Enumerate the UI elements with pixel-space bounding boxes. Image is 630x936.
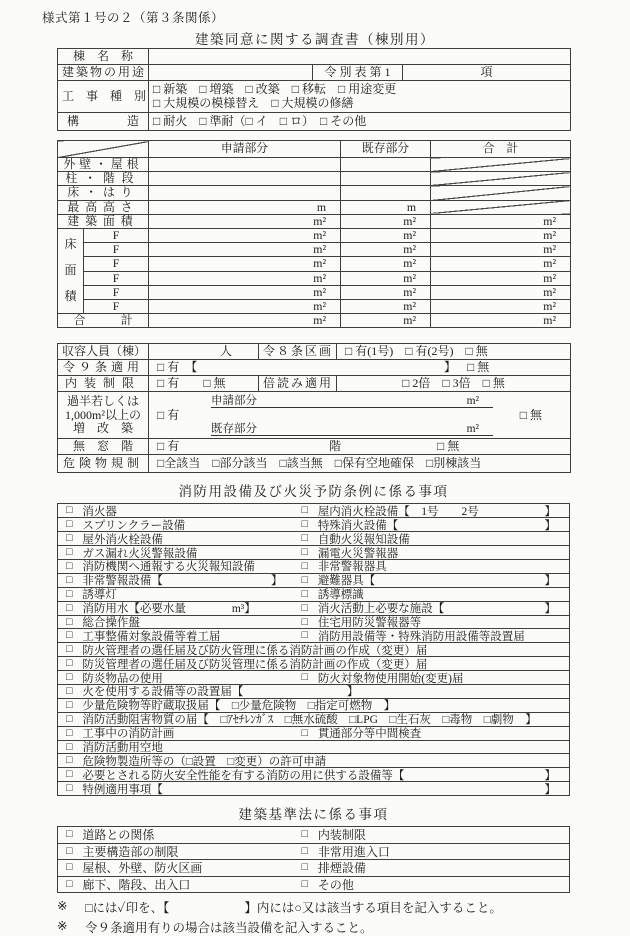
- total-field[interactable]: m²: [431, 243, 571, 257]
- checkbox-icon[interactable]: □: [66, 769, 73, 781]
- existing-total-field[interactable]: m²: [341, 314, 431, 328]
- floor-f-label: F: [84, 257, 149, 271]
- item-label: 防炎物品の使用: [82, 672, 163, 685]
- total-na-cell: [431, 158, 571, 172]
- checkbox-icon[interactable]: □: [66, 755, 73, 767]
- checkbox-icon[interactable]: □: [301, 602, 308, 614]
- total-field[interactable]: m²: [431, 300, 571, 314]
- footnotes: [57, 898, 570, 936]
- checkbox-icon[interactable]: □: [66, 699, 73, 711]
- grand-total-field[interactable]: m²: [431, 314, 571, 328]
- form-content: [57, 48, 570, 936]
- item-label: 道路との関係: [82, 828, 155, 843]
- item-label: その他: [317, 877, 354, 892]
- item-label: 火を使用する設備等の設置届【 】: [82, 686, 359, 699]
- bracket-close: 】: [544, 603, 556, 616]
- checkbox-icon[interactable]: □: [66, 574, 73, 586]
- item-label: 消防活動阻害物質の届【 □ｱｾﾁﾚﾝｶﾞｽ □無水硫酸 □LPG □生石灰 □毒物 □劇物 】: [82, 714, 537, 727]
- law-row: [58, 844, 569, 861]
- item-label: 主要構造部の制限: [82, 844, 179, 859]
- law-item: [63, 826, 298, 843]
- item-label: 防火管理者の選任届及び防火管理に係る消防計画の作成（変更）届: [82, 644, 428, 657]
- item-label: 防火対象物使用開始(変更)届: [317, 672, 464, 685]
- law-checklist: [57, 826, 570, 893]
- checkbox-icon[interactable]: □: [66, 862, 73, 874]
- checkbox-icon[interactable]: □: [66, 713, 73, 725]
- extension-yes[interactable]: □ 有: [157, 407, 180, 422]
- bracket-close: 】: [544, 575, 556, 588]
- law-item: [63, 876, 298, 893]
- bracket-close: 】: [444, 360, 457, 375]
- law-item: [63, 843, 298, 860]
- checkbox-icon[interactable]: □: [66, 685, 73, 697]
- article8-label: 令８条区画: [259, 344, 337, 360]
- windowless-floor-label: 無 窓 階: [58, 439, 149, 455]
- work-type-line1[interactable]: □ 新築 □ 増築 □ 改築 □ 移転 □ 用途変更: [153, 82, 397, 97]
- item-label: 消防用水【必要水量 m³】: [82, 603, 256, 616]
- total-na-cell: [431, 186, 571, 200]
- apply-field[interactable]: m²: [149, 271, 341, 285]
- apply-field[interactable]: m²: [149, 229, 341, 243]
- footnote: [57, 918, 570, 936]
- double-reading-label: 倍読み適用: [259, 376, 337, 392]
- item-label: 避難器具【: [317, 575, 376, 588]
- checkbox-icon[interactable]: □: [66, 547, 73, 559]
- law-section-title: 建築基準法に係る事項: [238, 807, 389, 823]
- item-label: 防災管理者の選任届及び防災管理に係る消防計画の作成（変更）届: [82, 658, 428, 671]
- fire-section-title: 消防用設備及び火災予防条例に係る事項: [178, 484, 449, 500]
- capacity-label: 収容人員（棟）: [58, 344, 149, 360]
- existing-field[interactable]: m: [341, 200, 431, 214]
- apply-part-unit: m²: [466, 394, 479, 407]
- apply-total-field[interactable]: m²: [149, 314, 341, 328]
- checkbox-icon[interactable]: □: [301, 533, 308, 545]
- existing-part-unit: m²: [466, 422, 479, 435]
- checkbox-icon[interactable]: □: [66, 588, 73, 600]
- building-name-label: 棟 名 称: [58, 49, 149, 65]
- bracket-close: 】: [544, 769, 556, 782]
- bracket-close: 】: [270, 575, 283, 588]
- row-label: 最高高さ: [58, 200, 149, 214]
- fire-row: [58, 782, 569, 796]
- page-title: 建築同意に関する調査書（棟別用）: [195, 32, 435, 47]
- bracket-close: 】: [544, 783, 556, 796]
- existing-part-label: 既存部分: [211, 422, 257, 435]
- checkbox-icon[interactable]: □: [301, 616, 308, 628]
- note-mark: ※: [57, 899, 68, 914]
- apply-field[interactable]: m²: [149, 243, 341, 257]
- extension-label-line3: 増 改 築: [72, 421, 133, 436]
- item-label: 消火器: [82, 505, 117, 518]
- item-label: 工事中の消防計画: [82, 728, 175, 741]
- item-label: 危険物製造所等の（□設置 □変更）の許可申請: [82, 755, 327, 768]
- windowless-yes[interactable]: □ 有: [157, 439, 180, 454]
- article9-options[interactable]: [149, 360, 571, 376]
- apply-field[interactable]: [149, 186, 341, 200]
- existing-field[interactable]: m²: [341, 257, 431, 271]
- item-label: 誘導灯: [82, 589, 117, 602]
- item-label: 工事整備対象設備等着工届: [82, 630, 221, 643]
- checkbox-icon[interactable]: □: [301, 672, 308, 684]
- item-label: 非常警報設備【: [82, 575, 163, 588]
- structure-options[interactable]: □ 耐火 □ 準耐（□ イ □ ロ） □ その他: [149, 113, 571, 131]
- article8-options[interactable]: □ 有(1号) □ 有(2号) □ 無: [337, 344, 571, 360]
- checkbox-icon[interactable]: □: [66, 505, 73, 517]
- apply-part-header: 申請部分: [149, 141, 341, 158]
- floor-f-label: F: [84, 271, 149, 285]
- apply-field[interactable]: m²: [149, 257, 341, 271]
- checkbox-icon[interactable]: □: [66, 519, 73, 531]
- bracket-close: 】: [544, 505, 556, 518]
- checkbox-icon[interactable]: □: [301, 519, 308, 531]
- item-label: 特殊消火設備【: [317, 519, 399, 532]
- checkbox-icon[interactable]: □: [66, 630, 73, 642]
- double-reading-options[interactable]: □ 2倍 □ 3倍 □ 無: [337, 376, 571, 392]
- checkbox-icon[interactable]: □: [66, 741, 73, 753]
- checkbox-icon[interactable]: □: [66, 727, 73, 739]
- structure-label: 構 造: [58, 113, 149, 131]
- existing-field[interactable]: [341, 186, 431, 200]
- floor-area-vertical-label: [58, 229, 84, 314]
- law-item: [298, 826, 564, 843]
- work-type-line2[interactable]: □ 大規模の模様替え □ 大規模の修繕: [153, 95, 354, 110]
- checkbox-icon[interactable]: □: [301, 829, 308, 841]
- article9-label: 令９条適用: [58, 360, 149, 376]
- checkbox-icon[interactable]: □: [66, 672, 73, 684]
- existing-field[interactable]: m²: [341, 214, 431, 228]
- item-suffix-label: 項: [403, 65, 571, 81]
- checkbox-icon[interactable]: □: [66, 829, 73, 841]
- item-label: ガス漏れ火災警報設備: [82, 547, 198, 560]
- checkbox-icon[interactable]: □: [66, 845, 73, 857]
- item-label: 屋根、外壁、防火区画: [82, 861, 203, 876]
- law-row: [58, 827, 569, 844]
- checkbox-icon[interactable]: □: [301, 560, 308, 572]
- checkbox-icon[interactable]: □: [301, 845, 308, 857]
- item-label: 廊下、階段、出入口: [82, 877, 191, 892]
- row-label: 建築面積: [58, 214, 149, 228]
- apply-field[interactable]: [149, 158, 341, 172]
- building-use-label: 建築物の用途: [58, 65, 149, 81]
- checkbox-icon[interactable]: □: [301, 878, 308, 890]
- item-label: 特例適用事項【: [82, 783, 163, 796]
- law-item: [298, 876, 564, 893]
- checkbox-icon[interactable]: □: [301, 727, 308, 739]
- checkbox-icon[interactable]: □: [301, 547, 308, 559]
- item-label: 漏電火災警報器: [317, 547, 399, 560]
- total-field[interactable]: m²: [431, 285, 571, 299]
- hazmat-label: 危険物規制: [58, 455, 149, 473]
- item-label: 住宅用防災警報器等: [317, 617, 422, 630]
- floor-char: 積: [64, 289, 77, 304]
- existing-field[interactable]: m²: [341, 271, 431, 285]
- apply-field[interactable]: m: [149, 200, 341, 214]
- checkbox-icon[interactable]: □: [66, 616, 73, 628]
- order-table-label: 令 別 表 第 1: [313, 65, 403, 81]
- note-text: 令９条適用有りの場合は該当設備を記入すること。: [85, 921, 373, 936]
- item-label: 内装制限: [317, 828, 366, 843]
- extension-options[interactable]: [149, 392, 571, 439]
- existing-field[interactable]: m²: [341, 285, 431, 299]
- floor-f-label: F: [84, 243, 149, 257]
- work-type-options[interactable]: [149, 81, 571, 113]
- checkbox-icon[interactable]: □: [66, 533, 73, 545]
- area-table: [57, 140, 571, 328]
- item-label: 屋内消火栓設備【 1号 2号: [317, 505, 479, 518]
- corner-cell: [58, 141, 149, 158]
- item-label: 誘導標識: [317, 589, 364, 602]
- apply-part-label: 申請部分: [211, 394, 257, 407]
- total-row-label: 合 計: [58, 314, 149, 328]
- checkbox-icon[interactable]: □: [66, 644, 73, 656]
- extension-label-line2: 1,000m²以上の: [65, 407, 141, 422]
- capacity-field[interactable]: 人: [149, 344, 259, 360]
- total-field[interactable]: m²: [431, 229, 571, 243]
- total-na-cell: [431, 172, 571, 186]
- existing-part-header: 既存部分: [341, 141, 431, 158]
- existing-field[interactable]: m²: [341, 300, 431, 314]
- windowless-no[interactable]: □ 無: [437, 439, 460, 454]
- floor-f-label: F: [84, 300, 149, 314]
- item-label: 非常用進入口: [317, 844, 390, 859]
- floor-char: 床: [64, 237, 77, 252]
- item-label: 消火活動上必要な施設【: [317, 603, 445, 616]
- checkbox-icon[interactable]: □: [66, 783, 73, 795]
- article9-none[interactable]: □ 無: [467, 360, 490, 375]
- law-item: [63, 859, 298, 876]
- checkbox-icon[interactable]: □: [66, 560, 73, 572]
- apply-field[interactable]: [149, 172, 341, 186]
- item-label: 少量危険物等貯蔵取扱届【 □少量危険物 □指定可燃物 】: [82, 700, 396, 713]
- note-text: □には✓印を、【 】内には○又は該当する項目を記入すること。: [85, 901, 502, 916]
- law-item: [298, 843, 564, 860]
- item-label: 消防用設備等・特殊消防用設備等設置届: [317, 630, 525, 643]
- building-use-field[interactable]: [149, 65, 313, 81]
- apply-field[interactable]: m²: [149, 285, 341, 299]
- form-number: 様式第１号の２（第３条関係）: [42, 11, 225, 25]
- checkbox-icon[interactable]: □: [301, 574, 308, 586]
- floor-char: 面: [64, 263, 77, 278]
- item-label: 非常警報器具: [317, 561, 387, 574]
- law-row: [58, 877, 569, 894]
- footnote: [57, 898, 570, 916]
- apply-field[interactable]: m²: [149, 214, 341, 228]
- hazmat-options[interactable]: □全該当 □部分該当 □該当無 □保有空地確保 □別棟該当: [149, 455, 571, 473]
- total-field[interactable]: m²: [431, 271, 571, 285]
- building-name-field[interactable]: [149, 49, 571, 65]
- interior-limit-label: 内装制限: [58, 376, 149, 392]
- building-info-table: [57, 48, 571, 131]
- windowless-options[interactable]: [149, 439, 571, 455]
- item-label: 屋外消火栓設備: [82, 533, 163, 546]
- law-row: [58, 860, 569, 877]
- law-item: [298, 859, 564, 876]
- checkbox-icon[interactable]: □: [66, 658, 73, 670]
- checkbox-icon[interactable]: □: [301, 505, 308, 517]
- checkbox-icon[interactable]: □: [301, 588, 308, 600]
- apply-field[interactable]: m²: [149, 300, 341, 314]
- interior-limit-options[interactable]: □ 有 □ 無: [149, 376, 259, 392]
- floor-f-label: F: [84, 285, 149, 299]
- total-field[interactable]: m²: [431, 214, 571, 228]
- checkbox-icon[interactable]: □: [301, 862, 308, 874]
- extension-label: [58, 392, 149, 439]
- bracket-close: 】: [544, 519, 556, 532]
- work-type-label: 工 事 種 別: [58, 81, 149, 113]
- windowless-floor-unit: 階: [329, 439, 342, 454]
- extension-label-line1: 過半若しくは: [66, 394, 139, 409]
- item-label: スプリンクラー設備: [82, 519, 186, 532]
- existing-field[interactable]: [341, 158, 431, 172]
- total-na-cell: [431, 200, 571, 214]
- checkbox-icon[interactable]: □: [66, 602, 73, 614]
- note-mark: ※: [57, 919, 68, 934]
- fire-checklist: [57, 503, 570, 796]
- item-label: 総合操作盤: [82, 617, 140, 630]
- total-header: 合 計: [431, 141, 571, 158]
- existing-field[interactable]: [341, 172, 431, 186]
- row-label: 床・はり: [58, 186, 149, 200]
- extension-no[interactable]: □ 無: [519, 407, 542, 422]
- fire-item: [63, 781, 564, 797]
- item-label: 排煙設備: [317, 861, 366, 876]
- item-label: 必要とされる防火安全性能を有する消防の用に供する設備等【: [82, 769, 405, 782]
- floor-f-label: F: [84, 229, 149, 243]
- checkbox-icon[interactable]: □: [301, 630, 308, 642]
- row-label: 柱・階段: [58, 172, 149, 186]
- existing-field[interactable]: m²: [341, 243, 431, 257]
- existing-field[interactable]: m²: [341, 229, 431, 243]
- row-label: 外壁・屋根: [58, 158, 149, 172]
- item-label: 貫通部分等中間検査: [317, 728, 422, 741]
- total-field[interactable]: m²: [431, 257, 571, 271]
- checkbox-icon[interactable]: □: [66, 878, 73, 890]
- item-label: 消防活動用空地: [82, 742, 163, 755]
- item-label: 消防機関へ通報する火災報知設備: [82, 561, 255, 574]
- item-label: 自動火災報知設備: [317, 533, 410, 546]
- article9-yes[interactable]: □ 有 【: [157, 360, 198, 375]
- conditions-table: [57, 343, 571, 473]
